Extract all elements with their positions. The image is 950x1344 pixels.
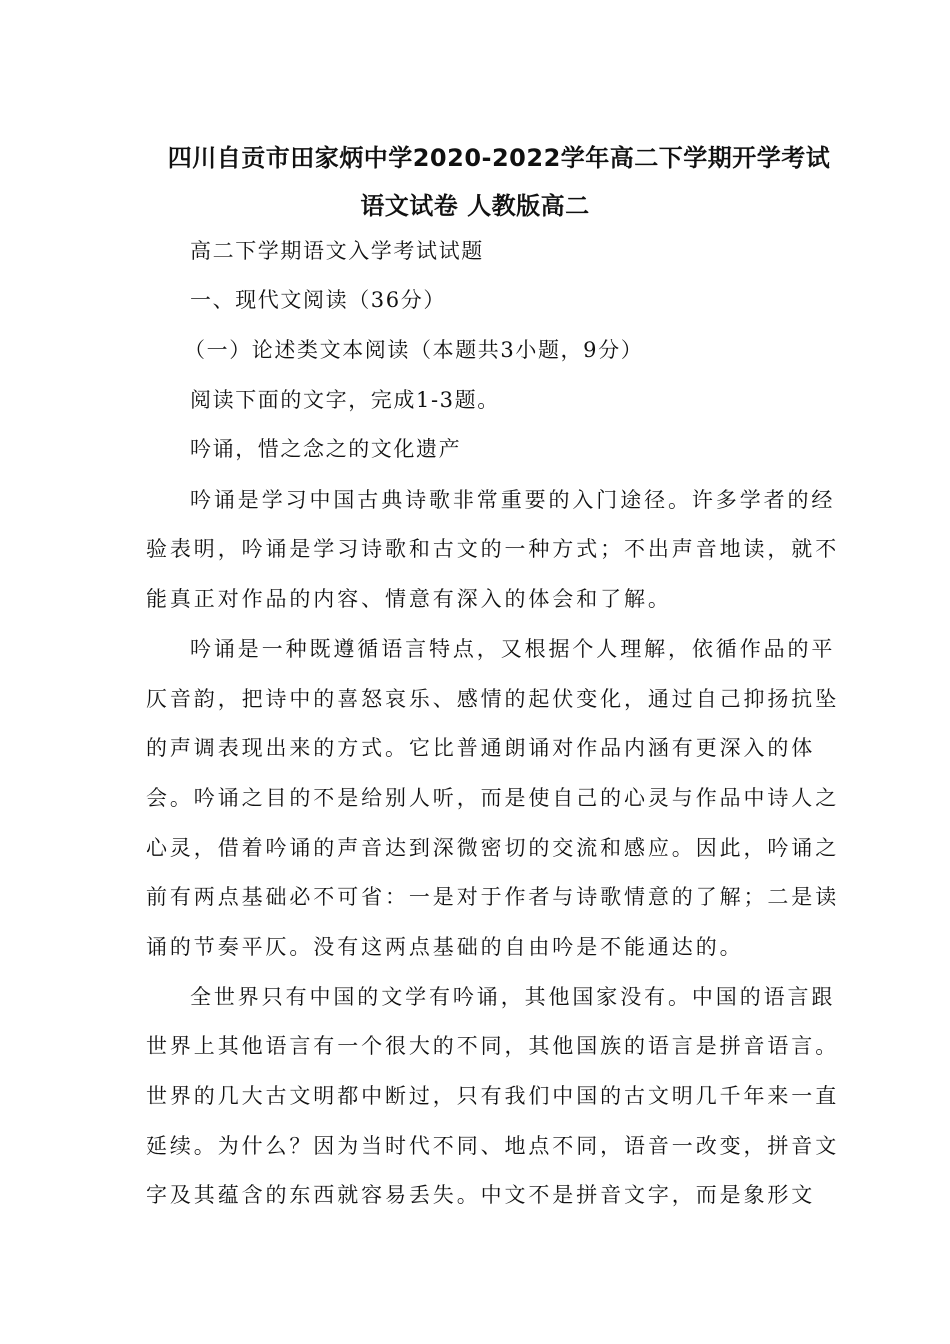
paragraph-3-line-3: 世界的几大古文明都中断过，只有我们中国的古文明几千年来一直 — [146, 1084, 840, 1108]
paragraph-1-line-3: 能真正对作品的内容、情意有深入的体会和了解。 — [146, 587, 672, 611]
paragraph-2-line-3: 的声调表现出来的方式。它比普通朗诵对作品内涵有更深入的体 — [146, 736, 816, 760]
paragraph-1-line-2: 验表明，吟诵是学习诗歌和古文的一种方式；不出声音地读，就不 — [146, 537, 840, 561]
section-heading: 一、现代文阅读（36分） — [190, 288, 446, 312]
paragraph-2-line-5: 心灵，借着吟诵的声音达到深微密切的交流和感应。因此，吟诵之 — [146, 836, 840, 860]
paragraph-2-line-2: 仄音韵，把诗中的喜怒哀乐、感情的起伏变化，通过自己抑扬抗坠 — [146, 687, 840, 711]
paragraph-2-line-4: 会。吟诵之目的不是给别人听，而是使自己的心灵与作品中诗人之 — [146, 786, 840, 810]
paragraph-3-line-4: 延续。为什么？因为当时代不同、地点不同，语音一改变，拼音文 — [146, 1134, 840, 1158]
paragraph-1-line-1: 吟诵是学习中国古典诗歌非常重要的入门途径。许多学者的经 — [190, 488, 836, 512]
paragraph-3-line-2: 世界上其他语言有一个很大的不同，其他国族的语言是拼音语言。 — [146, 1034, 840, 1058]
document-title-line2: 语文试卷 人教版高二 — [360, 192, 590, 220]
article-title: 吟诵，惜之念之的文化遗产 — [190, 437, 462, 461]
paragraph-2-line-6: 前有两点基础必不可省：一是对于作者与诗歌情意的了解；二是读 — [146, 885, 840, 909]
paragraph-2-line-7: 诵的节奏平仄。没有这两点基础的自由吟是不能通达的。 — [146, 935, 744, 959]
paragraph-3-line-5: 字及其蕴含的东西就容易丢失。中文不是拼音文字，而是象形文 — [146, 1183, 816, 1207]
subsection-heading: （一）论述类文本阅读（本题共3小题，9分） — [184, 338, 644, 362]
paragraph-2-line-1: 吟诵是一种既遵循语言特点，又根据个人理解，依循作品的平 — [190, 637, 836, 661]
document-title-line1: 四川自贡市田家炳中学2020-2022学年高二下学期开学考试 — [167, 144, 831, 172]
exam-name: 高二下学期语文入学考试试题 — [190, 239, 484, 263]
reading-instruction: 阅读下面的文字，完成1-3题。 — [190, 388, 500, 412]
paragraph-3-line-1: 全世界只有中国的文学有吟诵，其他国家没有。中国的语言跟 — [190, 985, 836, 1009]
